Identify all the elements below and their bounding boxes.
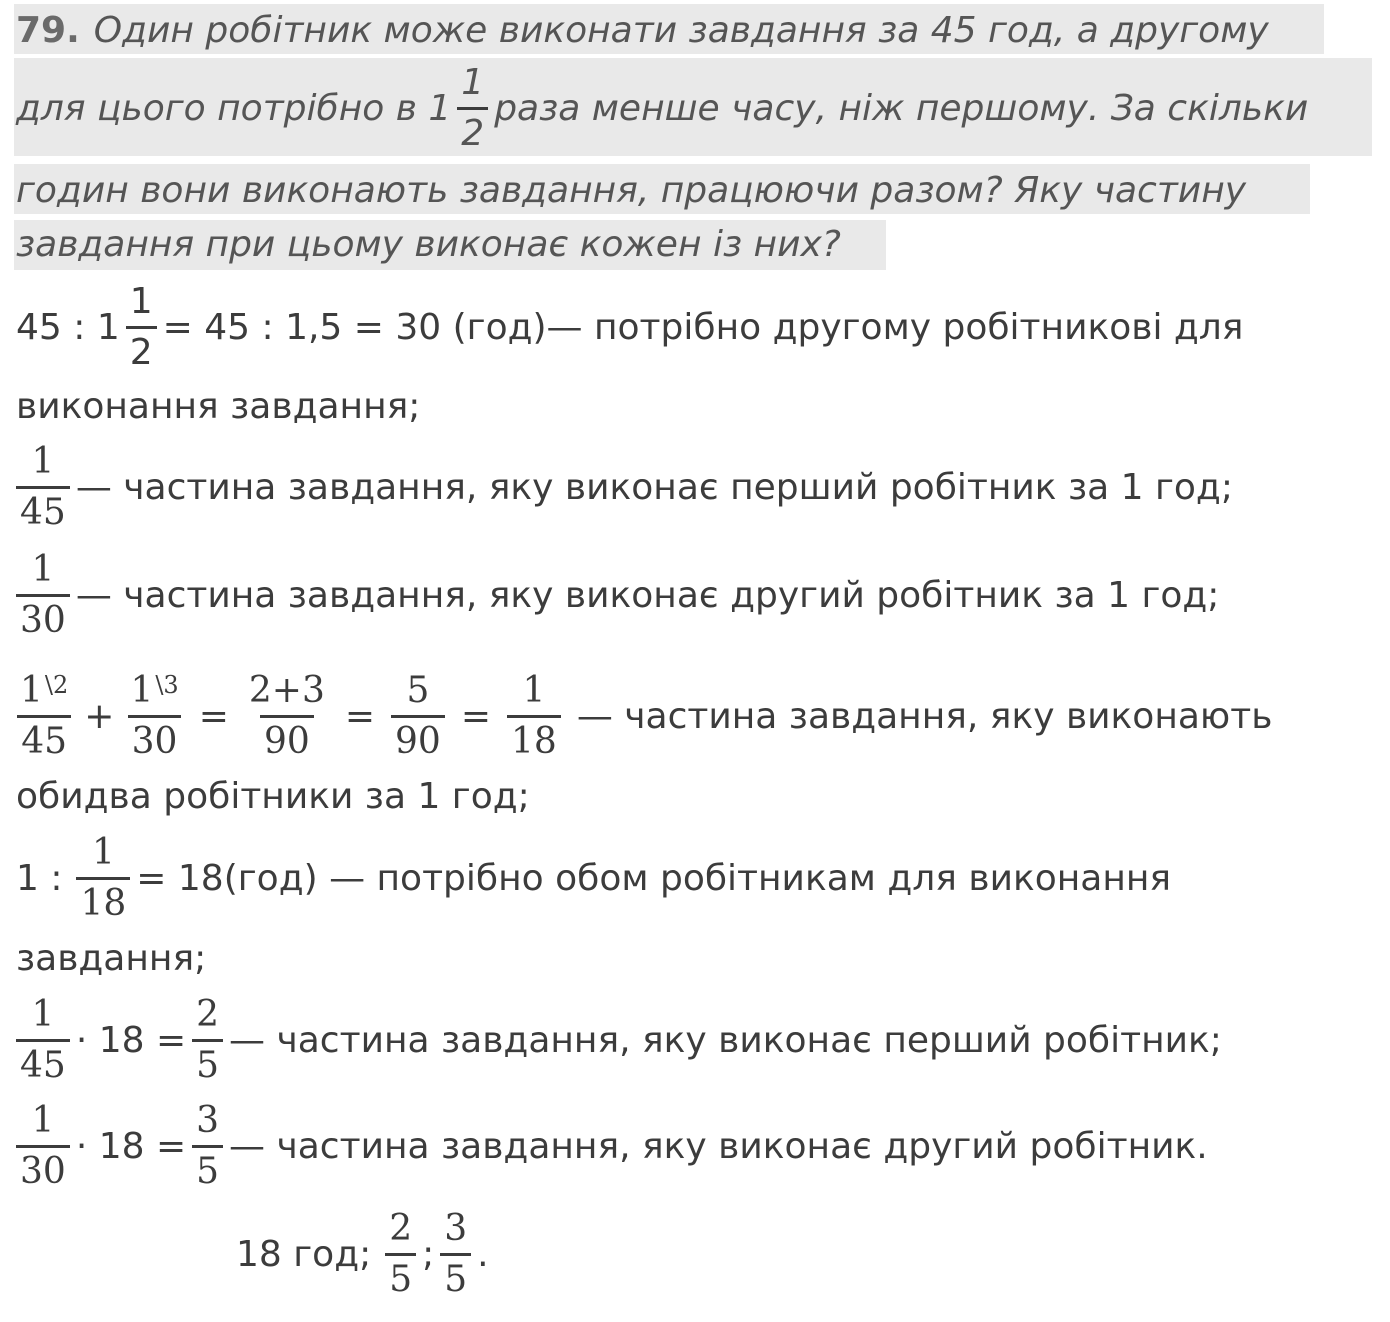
plus-sign: +	[84, 695, 115, 737]
numerator: 1	[31, 440, 55, 482]
problem-text-4: завдання при цьому виконає кожен із них?	[16, 223, 841, 265]
step4-fraction-e	[507, 669, 561, 762]
problem-text-2b: раза менше часу, ніж першому. За скільки	[494, 87, 1309, 129]
numerator: 2	[196, 993, 220, 1035]
problem-text-3: годин вони виконають завдання, працюючи разом? Яку частину	[16, 169, 1247, 211]
factor-mark: \2	[44, 670, 69, 699]
numerator	[126, 669, 182, 715]
equals-sign-2: =	[344, 695, 376, 737]
solution-step-7	[16, 1098, 1208, 1194]
step1-continuation: виконання завдання;	[16, 385, 421, 427]
answer-end: .	[477, 1233, 489, 1275]
denominator: 45	[16, 1039, 70, 1084]
problem-text-1: Один робітник може виконати завдання за 45 год, а другому	[93, 9, 1269, 51]
problem-line-4	[16, 222, 841, 266]
numerator: 5	[406, 669, 430, 711]
step6-result	[192, 993, 223, 1086]
step5-continuation: завдання;	[16, 937, 207, 979]
numerator: 2	[389, 1207, 413, 1249]
step3-text: — частина завдання, яку виконає другий робітник за 1 год;	[75, 574, 1220, 616]
denominator: 5	[192, 1039, 223, 1084]
denominator: 2	[126, 326, 157, 371]
factor-mark: \3	[155, 670, 179, 699]
numerator: 1	[461, 61, 485, 103]
denominator: 5	[440, 1253, 471, 1298]
step7-fraction	[16, 1099, 70, 1192]
step2-text: — частина завдання, яку виконає перший робітник за 1 год;	[75, 466, 1233, 508]
denominator: 5	[385, 1253, 416, 1298]
numerator: 1	[91, 831, 115, 873]
denominator: 45	[17, 715, 71, 760]
problem-number: 79.	[16, 9, 80, 51]
step1-fraction	[126, 280, 157, 373]
denominator: 30	[16, 1145, 70, 1190]
step5-post: = 18(год) — потрібно обом робітникам для виконання	[136, 857, 1172, 899]
numerator-value: 1	[20, 669, 43, 711]
solution-step-2	[16, 440, 1233, 534]
step3-fraction	[16, 548, 70, 641]
solution-step-5	[16, 830, 1171, 926]
numerator: 2+3	[248, 669, 325, 711]
step5-pre: 1 :	[16, 857, 63, 899]
problem-text-2a: для цього потрібно в 1	[16, 87, 452, 129]
denominator: 45	[16, 486, 70, 531]
numerator: 1	[129, 280, 153, 322]
solution-step-1-cont	[16, 384, 420, 428]
step1-post: = 45 : 1,5 = 30 (год)— потрібно другому робітникові для	[162, 306, 1244, 348]
step6-mid: · 18 =	[75, 1019, 187, 1061]
denominator: 2	[457, 107, 488, 152]
step7-result	[192, 1099, 223, 1192]
answer-fraction-a	[385, 1207, 416, 1300]
denominator: 5	[192, 1145, 223, 1190]
step2-fraction	[16, 440, 70, 533]
step1-pre: 45 : 1	[16, 306, 120, 348]
numerator: 3	[444, 1207, 468, 1249]
numerator: 1	[31, 993, 55, 1035]
numerator: 1	[31, 1099, 55, 1141]
answer-line	[236, 1206, 489, 1302]
problem-line-2	[16, 62, 1308, 154]
denominator: 30	[16, 594, 70, 639]
solution-step-1	[16, 282, 1243, 372]
step7-mid: · 18 =	[75, 1125, 187, 1167]
equals-sign-3: =	[460, 695, 492, 737]
denominator: 18	[507, 715, 561, 760]
step4-fraction-b	[126, 669, 182, 762]
step4-text: — частина завдання, яку виконають	[576, 695, 1273, 737]
denominator: 30	[128, 715, 182, 760]
solution-step-5-cont	[16, 936, 206, 980]
problem-line-3	[16, 168, 1246, 212]
solution-step-4	[16, 666, 1272, 766]
step7-text: — частина завдання, яку виконає другий робітник.	[229, 1125, 1208, 1167]
numerator	[16, 669, 72, 715]
step4-fraction-a	[16, 669, 72, 762]
step4-fraction-d	[391, 669, 445, 762]
answer-fraction-b	[440, 1207, 471, 1300]
answer-separator: ;	[422, 1233, 435, 1275]
step4-fraction-c	[245, 669, 329, 762]
solution-step-4-cont	[16, 774, 530, 818]
solution-step-6	[16, 992, 1222, 1088]
step6-text: — частина завдання, яку виконає перший робітник;	[229, 1019, 1222, 1061]
denominator: 18	[76, 877, 130, 922]
step5-fraction	[76, 831, 130, 924]
numerator: 1	[31, 548, 55, 590]
numerator: 1	[522, 669, 546, 711]
step4-continuation: обидва робітники за 1 год;	[16, 775, 530, 817]
fraction-one-half	[457, 61, 488, 154]
solution-step-3	[16, 548, 1219, 642]
answer-pre: 18 год;	[236, 1233, 372, 1275]
denominator: 90	[391, 715, 445, 760]
step6-fraction	[16, 993, 70, 1086]
denominator: 90	[260, 715, 314, 760]
numerator: 3	[196, 1099, 220, 1141]
equals-sign-1: =	[198, 695, 229, 737]
problem-line-1	[16, 8, 1269, 52]
numerator-value: 1	[130, 669, 154, 711]
